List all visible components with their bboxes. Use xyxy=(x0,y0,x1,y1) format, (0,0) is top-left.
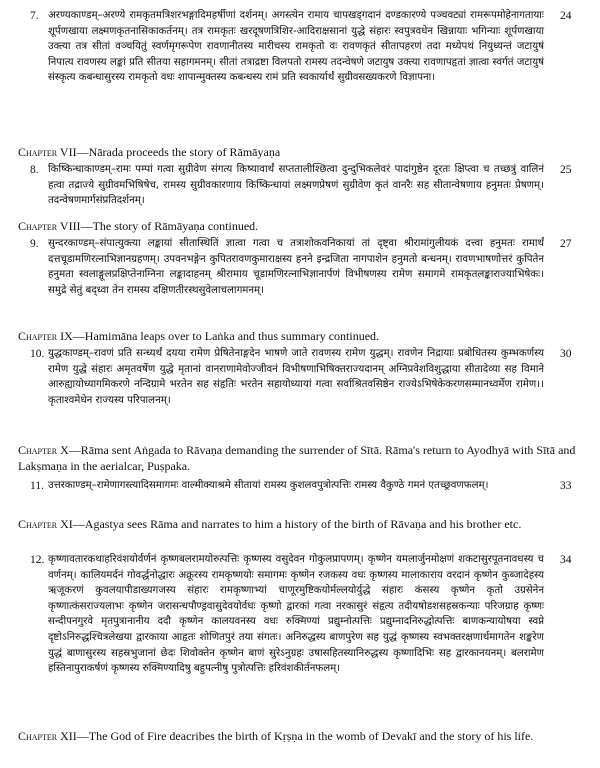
chapter-label: Chapter IX xyxy=(18,329,73,343)
chapter-heading-xi xyxy=(18,516,578,532)
entry-number: 9. xyxy=(30,238,39,250)
entry-number: 8. xyxy=(30,164,39,176)
entry-number: 7. xyxy=(30,10,39,22)
sanskrit-summary: युद्धकाण्डम्–रावणं प्रति सन्ध्यर्थं दयया रामेण प्रेषितेनाङ्गदेन भाषणे जाते रावणस्य रामेण युद्धम्। रावणेन निद्रायाः प्रबोधितस्य कुम्भकर्णस्य रामेण युद्धे संहारः अमृतवर्षेण युद्धे मृतानां वानराणामेवोज्जीवनं विभीषणाभिषिक्तराज्यदानम् अग्निप्रवेशविशुद्धाया सीतादेव्या सह विमाने आरुह्यायोध्यागमिकरणे नन्दिग्रामे भरतेन सह संहृतिः भरतेन सहायोध्यायां गत्वा सर्वाश्रितवसिष्ठेन राज्येऽभिषेकेकरणसम्मानध्वर्मेण रामेण।। कृताश्वमेधेन राज्यस्य परिपालनम्। xyxy=(48,348,544,406)
chapter-title: —Hamimāna leaps over to Laṅka and thus summary continued. xyxy=(72,329,380,343)
sanskrit-summary: सुन्दरकाण्डम्–संपात्युक्त्या लङ्कायां सीतास्थितिं ज्ञात्वा गत्वा च तत्राशोकवनिकायां तां दृष्ट्वा श्रीरामांगुलीयकं दत्त्वा हनुमतः रामार्थं दत्तचूडामणिरत्नाभिज्ञानग्रहणम्। उपवनभङ्गेन कुपितरावणकुमाराक्षस्य हनने इन्द्रजिता नागपाशेन हनुमतो बन्धनम्। रावणभाषणोत्तरं कुपितेन हनुमता स्वलाङ्गूलप्रक्षिप्तेनाग्निना लङ्कादाहनम् श्रीरामाय चूडामणिरत्नाभिज्ञानार्पणं विभीषणस्य रामेण समागमे रामकृतलङ्काराज्याभिषेकः। समुद्रे सेतुं बद्ध्वा तेन रामस्य दक्षिणतीरस्थसुवेलाचलागमनम्। xyxy=(48,238,544,296)
chapter-label: Chapter VII xyxy=(18,145,77,159)
entry-number: 10. xyxy=(30,348,45,360)
chapter-title: —The story of Rāmāyaṇa continued. xyxy=(80,219,259,233)
chapter-heading-ix xyxy=(18,328,578,344)
chapter-label: Chapter X xyxy=(18,443,69,457)
chapter-heading-x xyxy=(18,442,578,474)
chapter-heading-viii xyxy=(18,218,578,234)
sanskrit-summary: उत्तरकाण्डम्–रामेणागस्त्यादिसमागमः वाल्मीक्याश्रमे सीतायां रामस्य कुशलवपुत्रोत्पत्तिः रामस्य वैकुण्ठे गमनं एतच्छ्रवणफलम्। xyxy=(48,480,489,491)
page-number: 34 xyxy=(560,554,572,566)
chapter-title: —Rāma sent Aṅgada to Rāvaṇa demanding the surrender of Sītā. Rāma's return to Ayodhyā with Sītā and Lakṣmaṇa in the aerialcar, Puṣpaka. xyxy=(18,443,576,473)
chapter-label: Chapter XI xyxy=(18,517,73,531)
entry-number: 11. xyxy=(30,480,44,492)
chapter-heading-xii xyxy=(18,728,578,744)
page-number: 24 xyxy=(560,10,572,22)
page-number: 33 xyxy=(560,480,572,492)
chapter-label: Chapter VIII xyxy=(18,219,81,233)
chapter-label: Chapter XII xyxy=(18,729,77,743)
page-number: 25 xyxy=(560,164,572,176)
chapter-heading-vii xyxy=(18,144,578,160)
chapter-title: —Nārada proceeds the story of Rāmāyaṇa xyxy=(76,145,281,159)
chapter-title: —The God of Fire deacribes the birth of Kṛṣṇa in the womb of Devakī and the story of his life. xyxy=(76,729,534,743)
entry-number: 12. xyxy=(30,554,45,566)
chapter-title: —Agastya sees Rāma and narrates to him a history of the birth of Rāvaṇa and his brother etc. xyxy=(72,517,522,531)
sanskrit-summary: कृष्णावतारकथाहरिवंशयोर्वर्णनं कृष्णबलरामयोरुत्पत्तिः कृष्णस्य वसुदेवन गोकुलप्रापणम्। कृष्णेन यमलार्जुनमोक्षणं शकटासुरपूतनावधस्य च वर्णनम्। कालियमर्दनं गोवर्द्धनोद्धारः अक्रूरस्य रामकृष्णयोः समागमः कृष्णेन रजकस्य वधः कृष्णस्य मालाकाराय वरदानं कृष्णेन कुब्जादेहस्य ऋजूकरणं कुवलयापीडाख्यगजस्य संहारः रामकृष्णाभ्यां चाणूरमुष्टिकयोर्मल्लयोर्युद्धे संहारः कंसस्य कृष्णेन कृतो उग्रसेनेन कृष्णात्कंसराज्यलाभः कृष्णेन जरासन्धपौण्ड्रवासुदेवयोर्वधः कृष्णो द्वारकां गत्वा नरकासुरं संहृत्य तदीयषोडशसहस्रकन्याः परिजग्राह कृष्णः सन्दीपनगुरवे मृतपुत्रानानीय ददौ कृष्णेन कालयवनस्य वधः रुक्मिण्यां प्रद्युम्नोत्पत्तिः प्रद्युम्नादनिरुद्धोत्पत्तिः बाणकन्यायोषया स्वप्ने दृष्टोऽनिरुद्धश्चित्रलेखया द्वारकाया आहृतः शोणितपुरं तया संगतः। अनिरुद्धस्य बाणपुरेण सह युद्धं कृष्णस्य स्वभक्तरक्षणार्थमागतेन शङ्करेण युद्धं बाणासुरस्य सहस्रभुजानां छेदः शिवोक्तेन कृष्णेन बाणं सुरेऽनुग्रहः उषासहितस्यानिरुद्धस्य कृष्णादिभिः सह द्वारकानयनम्। बलरामेण हस्तिनापुराकर्षणं कृष्णस्य रुक्मिण्यादिषु बहुपत्नीषु पुत्रोत्पत्तिः हरिवंशकीर्तनफलम्। xyxy=(48,554,544,675)
page-number: 30 xyxy=(560,348,572,360)
sanskrit-summary: किष्किन्धाकाण्डम्–रामः पम्पां गत्वा सुग्रीवेण संगत्य किष्यावार्थं सप्ततालीश्छित्वा दुन्दुभिकलेवरं पादांगुष्ठेन दूरतः क्षिप्त्वा च तच्छत्रुं वालिनं हत्वा तद्राज्ये सुग्रीवमभिषिषेच, रामस्य सुग्रीवकारणाय किष्किन्धायां लक्ष्मणप्रेषणं सुग्रीवेण कृतं वानरैः सह सीतान्वेषणाय हनुमतः प्रेषणम्। तदन्वेषणमार्गसंप्रतिदर्शनम्। xyxy=(48,164,544,207)
page-number: 27 xyxy=(560,238,572,250)
sanskrit-summary: अरण्यकाण्डम्–अरण्ये रामकृतमत्रिशरभङ्गादिमहर्षीणां दर्शनम्। अगस्त्येन रामाय चापखड्गदानं दण्डकारण्ये पञ्चवट्यां रामरूपमोहेनागतायाः शूर्पणखाया लक्ष्मणकृतनासिकाकर्तनम्। तत्र रामकृतः खरदूषणत्रिशिर-आदिराक्षसानां युद्धे संहारः स्वपुत्रवधेन खिन्नायाः भगिन्याः शूर्पणखाया उक्त्या तत्र सीतां वञ्चयितुं स्वर्णमृगरूपेण रावणानीतस्य मारीचस्य रामकृतो वः रावणकृतं सीतापहरणं तदा मध्येपथं नियुध्यन्तं जटायुषं निपात्य रावणस्य लङ्कां प्रति सीतया सहागमनम्। सीतां तत्राद्रष्टा विलपतो रामस्य तदन्वेषणे जटायुष उक्त्या रावणापहृतां ज्ञात्वा स्वर्गतं जटायुषं संस्कृत्य कबन्धासुरस्य रामकृतो वधः शापान्मुक्तस्य कबन्धस्य रामं प्रति स्वकार्यार्थं सुग्रीवसख्यकरणे विज्ञापना। xyxy=(48,10,544,84)
